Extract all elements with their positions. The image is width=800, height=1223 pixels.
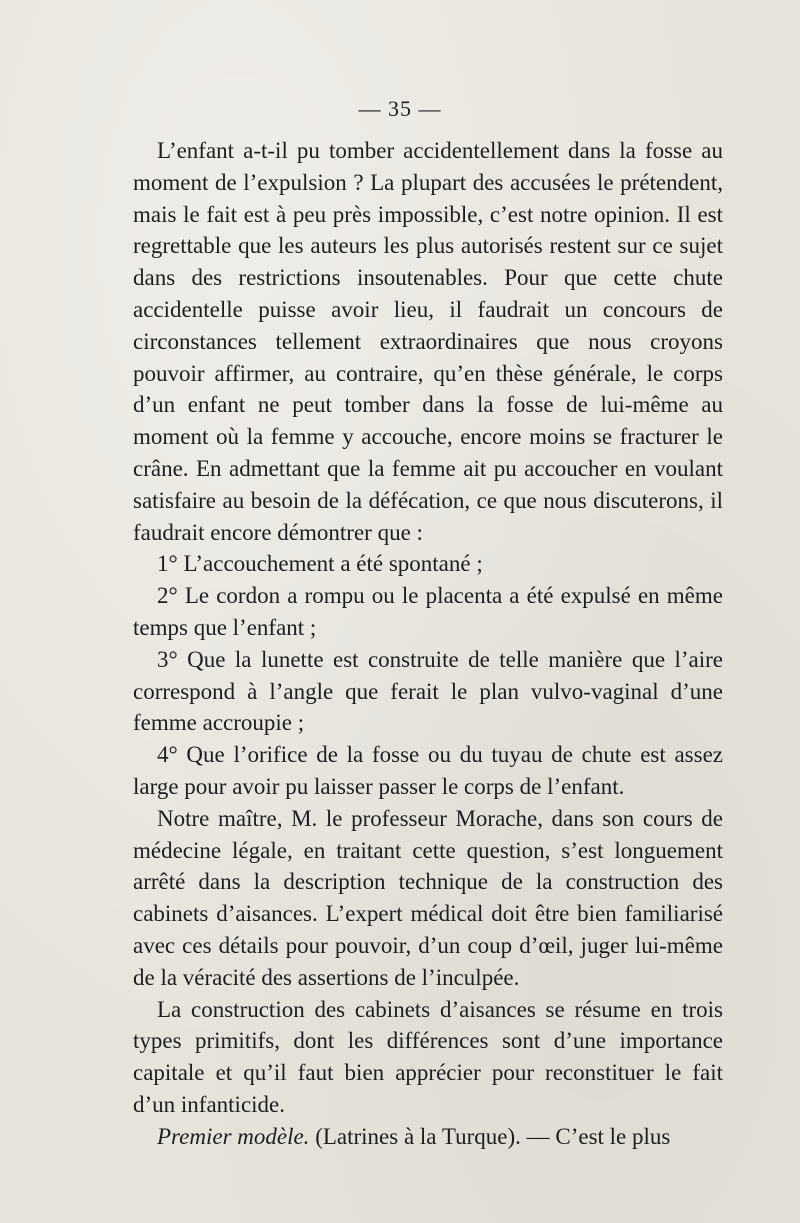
list-item-2: 2° Le cordon a rompu ou le placenta a été expulsé en même temps que l’enfant ; — [133, 583, 723, 640]
premier-modele-heading: Premier modèle. — [157, 1123, 310, 1149]
page-number: — 35 — — [358, 96, 442, 121]
list-item-4: 4° Que l’orifice de la fosse ou du tuyau de chute est assez large pour avoir pu laisser passer le corps de l’enfant. — [133, 742, 723, 799]
body-text — [133, 135, 723, 1153]
paragraph-premier-modele — [133, 1121, 723, 1153]
list-item-1: 1° L’accouchement a été spontané ; — [157, 551, 483, 577]
list-item-3: 3° Que la lunette est construite de telle manière que l’aire correspond à l’angle que ferait le plan vulvo-vaginal d’une femme accroupie ; — [133, 646, 723, 736]
paragraph-construction: La construction des cabinets d’aisances se résume en trois types primitifs, dont les différences sont d’une importance capitale et qu’il faut bien apprécier pour reconstituer le fait d’un infanticide. — [133, 996, 723, 1117]
paragraph-morache: Notre maître, M. le professeur Morache, dans son cours de médecine légale, en traitant cette question, s’est longuement arrêté dans la description technique de la construction des cabinets d’aisances. L’expert médical doit être bien familiarisé avec ces détails pour pouvoir, d’un coup d’œil, juger lui-même de la véracité des assertions de l’inculpée. — [133, 805, 723, 990]
premier-modele-text: (Latrines à la Turque). — C’est le plus — [309, 1123, 671, 1149]
paragraph-intro: L’enfant a-t-il pu tomber accidentellement dans la fosse au moment de l’expulsion ? La plupart des accusées le prétendent, mais le fait est à peu près impossible, c’est notre opinion. Il est regrettable que les auteurs les plus autorisés restent sur ce sujet dans des restrictions insoutenables. Pour que cette chute accidentelle puisse avoir lieu, il faudrait un concours de circonstances tellement extraordinaires que nous croyons pouvoir affirmer, au contraire, qu’en thèse générale, le corps d’un enfant ne peut tomber dans la fosse de lui-même au moment où la femme y accouche, encore moins se fracturer le crâne. En admettant que la femme ait pu accoucher en voulant satisfaire au besoin de la défécation, ce que nous discuterons, il faudrait encore démontrer que : — [133, 138, 723, 545]
